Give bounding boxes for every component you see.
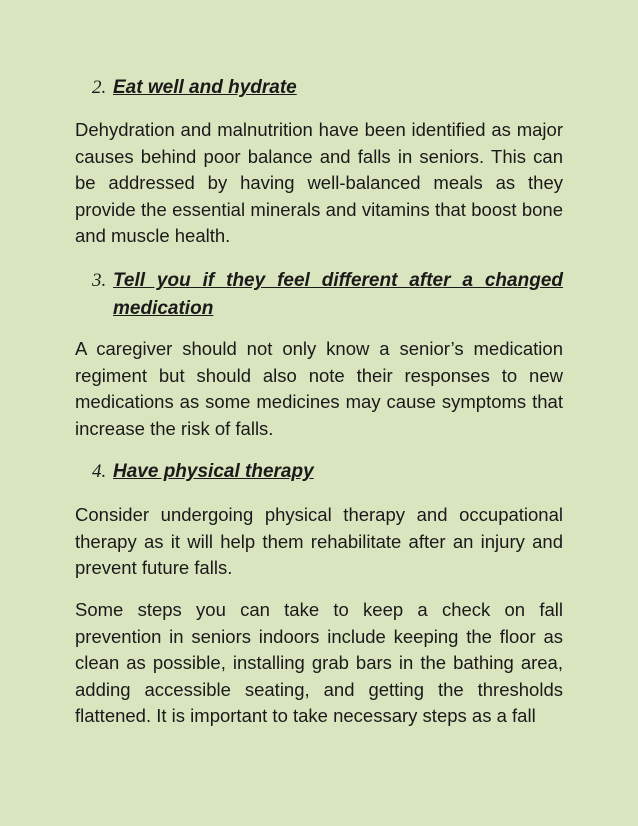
heading-text-line-2: medication <box>113 298 214 319</box>
section-paragraph-3 <box>75 336 563 442</box>
paragraph-text: A caregiver should not only know a senior’s medication regiment but should also note their responses to new medications as some medicines may cause symptoms that increase the risk of falls. <box>75 338 563 439</box>
list-number: 3. <box>92 270 107 291</box>
section-paragraph-2 <box>75 117 563 250</box>
closing-paragraph <box>75 597 563 730</box>
heading-text: Have physical therapy <box>113 461 314 482</box>
paragraph-text: Some steps you can take to keep a check on fall prevention in seniors indoors include keeping the floor as clean as possible, installing grab bars in the bathing area, adding accessible seating, and getting the thresholds flattened. It is important to take necessary steps as a fall <box>75 599 563 726</box>
paragraph-text: Dehydration and malnutrition have been identified as major causes behind poor balance and falls in seniors. This can be addressed by having well-balanced meals as they provide the essential minerals and vitamins that boost bone and muscle health. <box>75 119 563 246</box>
list-number: 4. <box>92 461 107 482</box>
heading-text-line-1: Tell you if they feel different after a changed <box>113 270 563 291</box>
section-heading-3 <box>92 267 563 323</box>
paragraph-text: Consider undergoing physical therapy and occupational therapy as it will help them rehabilitate after an injury and prevent future falls. <box>75 504 563 578</box>
section-heading-4 <box>92 458 563 486</box>
section-heading-2 <box>92 74 563 102</box>
heading-text: Eat well and hydrate <box>113 77 297 98</box>
list-number: 2. <box>92 77 107 98</box>
section-paragraph-4 <box>75 502 563 582</box>
